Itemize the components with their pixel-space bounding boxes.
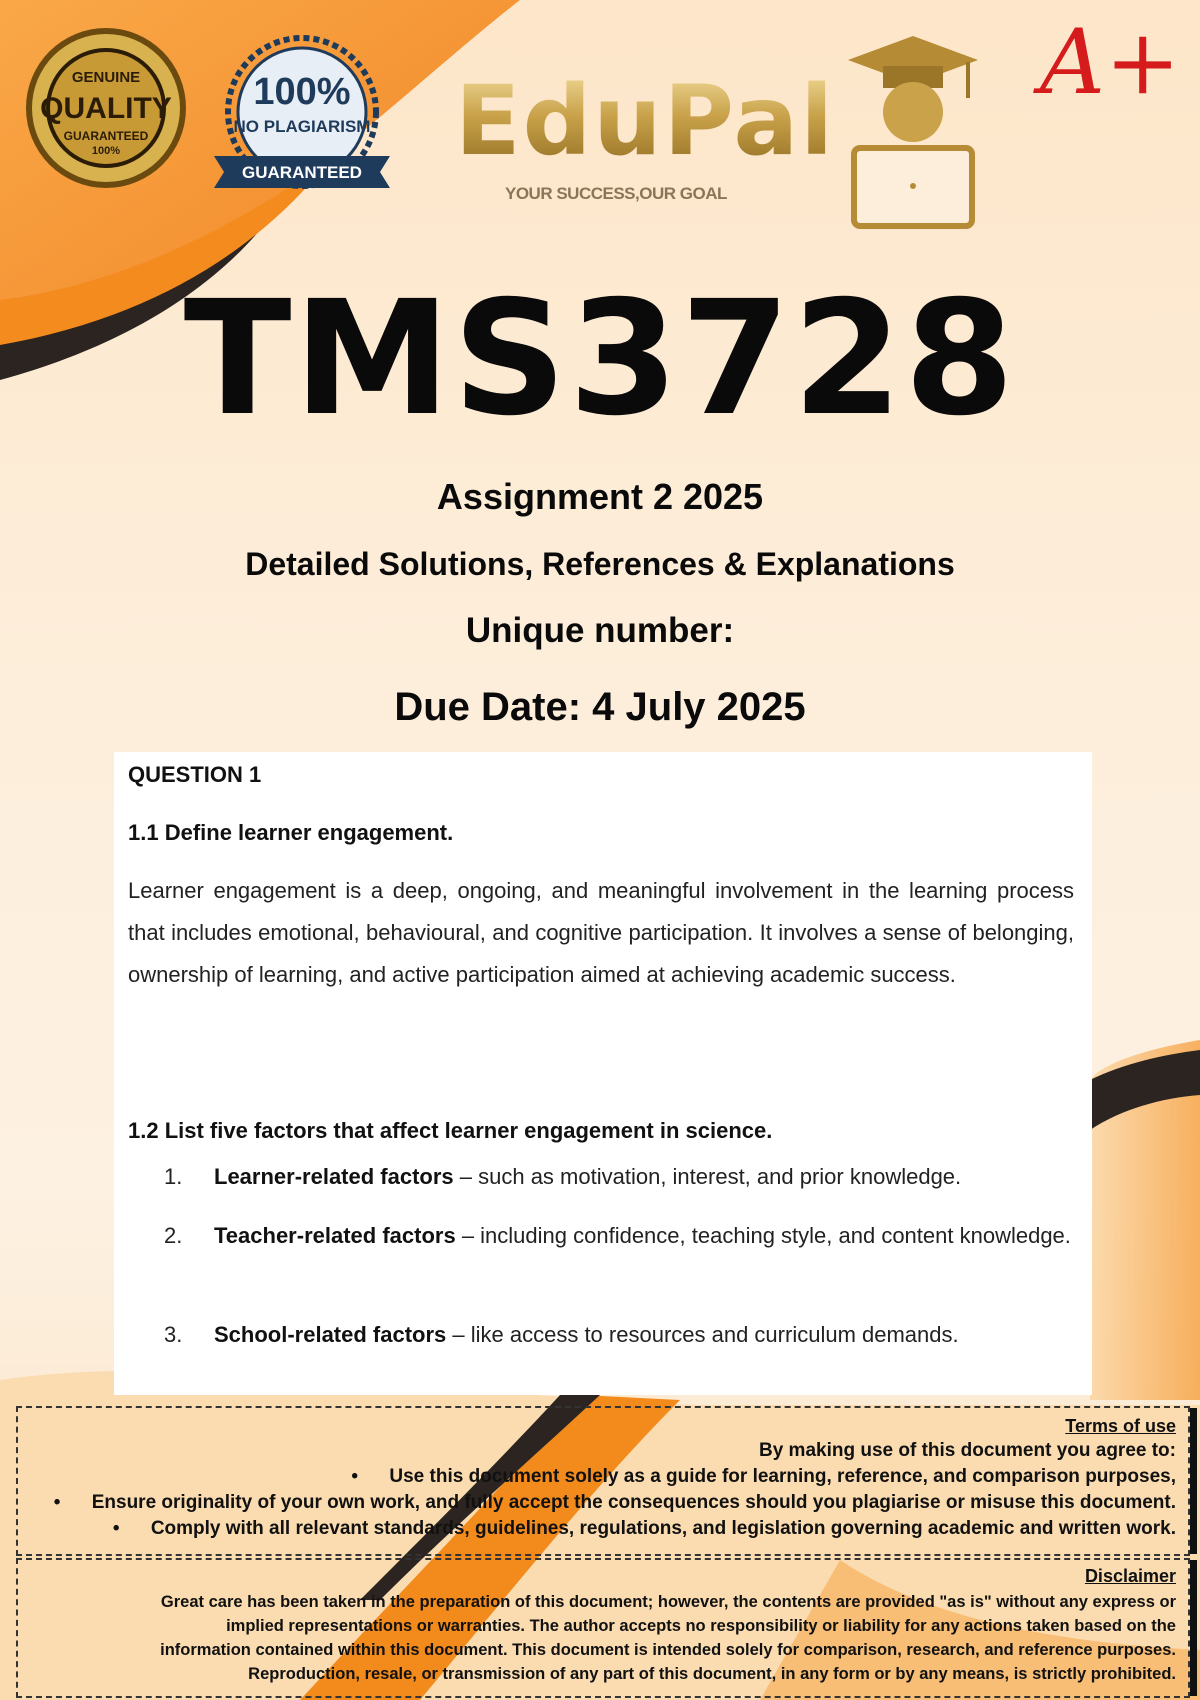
- terms-heading: Terms of use: [1065, 1416, 1176, 1436]
- graduate-laptop-icon: [838, 28, 988, 233]
- terms-item: • Ensure originality of your own work, and fully accept the consequences should you plagiarise or misuse this document.: [53, 1492, 1176, 1513]
- disclaimer-line: implied representations or warranties. The author accepts no responsibility or liability for any actions taken based on the: [226, 1617, 1176, 1635]
- no-plagiarism-seal: [196, 34, 408, 200]
- list-item-desc: – like access to resources and curriculum demands.: [446, 1322, 959, 1347]
- disclaimer-line: information contained within this document. This document is intended solely for comparison, research, and reference purposes.: [160, 1641, 1176, 1659]
- due-date: Due Date: 4 July 2025: [394, 685, 806, 729]
- list-item-number: 3.: [164, 1322, 183, 1347]
- svg-text:100%: 100%: [253, 71, 351, 113]
- edupal-logo: EduPal: [455, 65, 836, 177]
- subtitle: Detailed Solutions, References & Explanations: [245, 546, 955, 582]
- terms-item: • Comply with all relevant standards, guidelines, regulations, and legislation governing academic and written work.: [112, 1518, 1176, 1539]
- disclaimer-line: Reproduction, resale, or transmission of any part of this document, in any form or by any means, is strictly prohibited.: [248, 1665, 1176, 1683]
- list-item-desc: – including confidence, teaching style, and content knowledge.: [455, 1223, 1071, 1248]
- course-code: TMS3728: [183, 267, 1017, 451]
- terms-of-use-box: [16, 1406, 1190, 1556]
- list-item-term: School-related factors: [214, 1322, 447, 1347]
- list-item-desc: – such as motivation, interest, and prior knowledge.: [453, 1164, 962, 1189]
- svg-text:QUALITY: QUALITY: [40, 92, 172, 125]
- question-1-1-heading: 1.1 Define learner engagement.: [128, 820, 454, 845]
- grade-mark: A+: [1040, 10, 1181, 115]
- svg-text:100%: 100%: [91, 145, 121, 157]
- svg-text:NO PLAGIARISM: NO PLAGIARISM: [233, 117, 371, 136]
- disclaimer-heading: Disclaimer: [1084, 1566, 1176, 1586]
- list-item-number: 1.: [164, 1164, 183, 1189]
- terms-intro: By making use of this document you agree to:: [758, 1440, 1176, 1461]
- assignment-title: Assignment 2 2025: [436, 476, 764, 517]
- question-1-1-answer: Learner engagement is a deep, ongoing, and meaningful involvement in the learning process that includes emotional, behavioural, and cognitive participation. It involves a sense of belonging, ownership of learning, and active participation aimed at achieving academic success.: [128, 878, 1074, 987]
- disclaimer-line: Great care has been taken in the preparation of this document; however, the contents are provided "as is" without any express or: [160, 1593, 1176, 1611]
- quality-seal: [12, 24, 200, 192]
- question-title: QUESTION 1: [128, 762, 262, 787]
- list-item-number: 2.: [164, 1223, 183, 1248]
- svg-text:GENUINE: GENUINE: [71, 69, 141, 86]
- question-content: [114, 752, 1092, 1395]
- svg-text:GUARANTEED: GUARANTEED: [242, 163, 362, 182]
- terms-item: • Use this document solely as a guide for learning, reference, and comparison purposes,: [351, 1466, 1176, 1487]
- logo-tagline: YOUR SUCCESS,OUR GOAL: [505, 184, 727, 203]
- svg-text:GUARANTEED: GUARANTEED: [63, 129, 149, 143]
- question-1-2-heading: 1.2 List five factors that affect learner engagement in science.: [128, 1118, 773, 1143]
- list-item-term: Teacher-related factors: [214, 1223, 456, 1248]
- unique-number: Unique number:: [465, 611, 735, 650]
- list-item-term: Learner-related factors: [214, 1164, 454, 1189]
- disclaimer-box: [16, 1558, 1190, 1698]
